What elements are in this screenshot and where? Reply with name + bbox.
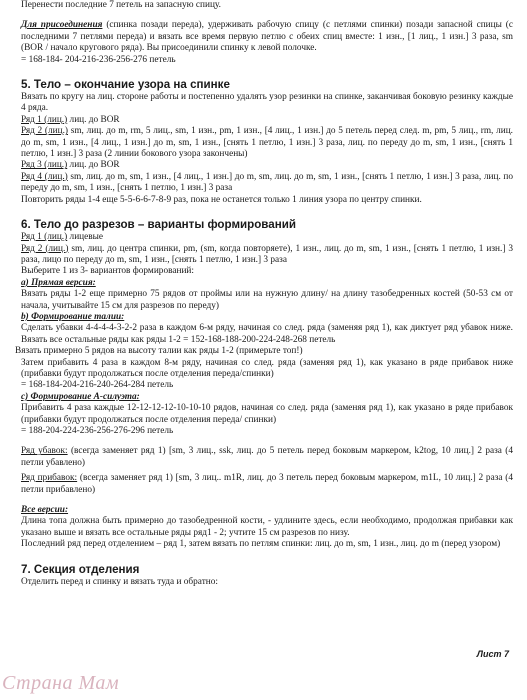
section-5-intro: Вязать по кругу на лиц. стороне работы и постепенно удалять узор резинки на спинке, заканчивая боковую резинку каждые 4 ряда. bbox=[21, 92, 513, 114]
s5-row-3-text: лиц. до BOR bbox=[67, 160, 120, 171]
section-7-heading: 7. Секция отделения bbox=[21, 562, 140, 576]
decrease-row bbox=[21, 446, 513, 469]
s5-row-2-text: sm, лиц. до m, rm, 5 лиц., sm, 1 изн., pm, 1 изн., [4 лиц., 1 изн.] до 5 петель перед след. m, pm, 5 лиц., rm, лиц. до m, sm, 1 изн., [4 лиц., 1 изн.] до m, sm, 1 изн., [снять 1 петлю, 1 изн.] 3 раза, лиц. по переду до m, sm, 1 изн., [снять 1 петлю, 1 изн.] 3 раза (2 линии бокового узора закончены) bbox=[21, 126, 513, 160]
top-line: Перенести последние 7 петель на запасную спицу. bbox=[21, 0, 221, 10]
joining-paragraph bbox=[21, 20, 513, 54]
s5-row-1-text: лиц. до BOR bbox=[67, 114, 120, 125]
s5-repeat: Повторить ряды 1-4 еще 5-5-6-6-7-8-9 раз, пока не останется только 1 линия узора по центру спинки. bbox=[21, 194, 422, 205]
s5-row-1 bbox=[21, 115, 513, 126]
variant-b-label: b) Формирование талии: bbox=[21, 311, 125, 322]
variant-b-line-3: Затем прибавить 4 раза в каждом 8-м ряду, начиная со след. ряда (заменяя ряд 1), как указано в ряде прибавок ниже (прибавки будут продолжаться после отделения переда/спинки) bbox=[21, 357, 513, 379]
section-5-heading: 5. Тело – окончание узора на спинке bbox=[21, 78, 230, 92]
s6-row-2-label: Ряд 2 (лиц.) bbox=[21, 243, 69, 254]
s5-row-2-label: Ряд 2 (лиц.) bbox=[21, 126, 68, 137]
s5-row-3 bbox=[21, 160, 513, 171]
s5-row-2 bbox=[21, 126, 513, 160]
page-number: Лист 7 bbox=[476, 649, 509, 659]
decrease-row-text: (всегда заменяет ряд 1) [sm, 3 лиц., ssk, лиц. до 5 петель перед боковым маркером, k2tog, 10 лиц.] 2 раза (4 петли убавлено) bbox=[21, 446, 513, 468]
s5-row-4-label: Ряд 4 (лиц.) bbox=[21, 171, 68, 182]
variant-b-counts: = 168-184-204-216-240-264-284 петель bbox=[21, 380, 174, 391]
document-page bbox=[15, 0, 513, 588]
all-versions-label: Все версии: bbox=[21, 505, 69, 516]
variant-a-label: а) Прямая версия: bbox=[21, 277, 96, 288]
variant-a-text: Вязать ряды 1-2 еще примерно 75 рядов от проймы или на нужную длину/ на длину тазобедренных костей (50-53 см от начала, учитывайте 15 см для разрезов по переду) bbox=[21, 289, 513, 311]
variant-b-line-2: Вязать примерно 5 рядов на высоту талии как ряды 1-2 (примерьте топ!) bbox=[15, 346, 303, 357]
increase-row-label: Ряд прибавок: bbox=[21, 473, 78, 484]
all-versions-text: Длина топа должна быть примерно до тазобедренной кости, - удлините здесь, если необходимо, продолжая прибавки как указано выше и вязать все остальные ряды ряд1 - 2; учтите 15 см разрезов по низу. bbox=[21, 516, 513, 538]
s6-choose: Выберите 1 из 3- вариантов формирований: bbox=[21, 266, 194, 277]
joining-text: (спинка позади переда), удерживать рабочую спицу (с петлями спинки) позади запасной спицы (с последними 7 петлями переда) и вязать все время первую петлю с обеих спиц вместе: 1 изн., [1 лиц., 1 изн.] 3 раза, sm (BOR / начало кругового ряда). Вы присоединили спинку к левой полочке. bbox=[21, 20, 513, 54]
s5-row-3-label: Ряд 3 (лиц.) bbox=[21, 160, 68, 171]
joining-label: Для присоединения bbox=[21, 20, 103, 31]
s6-row-2-text: sm, лиц. до центра спинки, pm, (sm, когда повторяете), 1 изн., лиц. до m, sm, 1 изн., [снять 1 петлю, 1 изн.] 3 раза, лицо по переду до m, sm, 1 изн., [снять 1 петлю, 1 изн.] 3 раза bbox=[21, 243, 513, 265]
s6-row-1-label: Ряд 1 (лиц.) bbox=[21, 232, 68, 243]
section-7-text: Отделить перед и спинку и вязать туда и обратно: bbox=[21, 576, 218, 587]
s5-row-4 bbox=[21, 172, 513, 195]
variant-c-text: Прибавить 4 раза каждые 12-12-12-12-10-10-10 рядов, начиная со след. ряда (заменяя ряд 1), как указано в ряде прибавок (прибавки будут продолжаться после отделения переда/ спинки) bbox=[21, 403, 513, 425]
variant-b-text: Сделать убавки 4-4-4-4-3-2-2 раза в каждом 6-м ряду, начиная со след. ряда (заменяя ряд 1), как диктует ряд убавок ниже. Вязать все остальные ряды как ряды 1-2 = 152-168-188-200-224-248-268 петель bbox=[21, 323, 513, 345]
s5-row-4-text: sm, лиц. до m, sm, 1 изн., [4 лиц., 1 изн.] до m, sm, лиц. до m, sm, 1 изн., [снять 1 петлю, 1 изн.] 3 раза, лиц. по переду до m, sm, 1 изн., [снять 1 петлю, 1 изн.] 3 раза bbox=[21, 171, 513, 194]
s6-row-1 bbox=[21, 232, 513, 243]
section-6-heading: 6. Тело до разрезов – варианты формирований bbox=[21, 218, 296, 232]
increase-row bbox=[21, 473, 513, 496]
decrease-row-label: Ряд убавок: bbox=[21, 446, 68, 457]
last-row-note: Последний ряд перед отделением – ряд 1, затем вязать по петлям спинки: лиц. до m, sm, 1 изн., лиц. до m (перед узором) bbox=[21, 539, 501, 550]
variant-c-label: с) Формирование А-силуэта: bbox=[21, 391, 140, 402]
variant-c-counts: = 188-204-224-236-256-276-296 петель bbox=[21, 426, 174, 436]
increase-row-text: (всегда заменяет ряд 1) [sm, 3 лиц.. m1R, лиц. до 3 петель перед боковым маркером, m1L, 10 лиц.] 2 раза (4 петли прибавлено) bbox=[21, 473, 513, 495]
site-logo: Страна Мам bbox=[2, 672, 120, 694]
s6-row-2 bbox=[21, 244, 513, 267]
s5-row-1-label: Ряд 1 (лиц.) bbox=[21, 114, 68, 125]
joining-counts: = 168-184- 204-216-236-256-276 петель bbox=[21, 54, 176, 65]
s6-row-1-text: лицевые bbox=[67, 232, 104, 243]
